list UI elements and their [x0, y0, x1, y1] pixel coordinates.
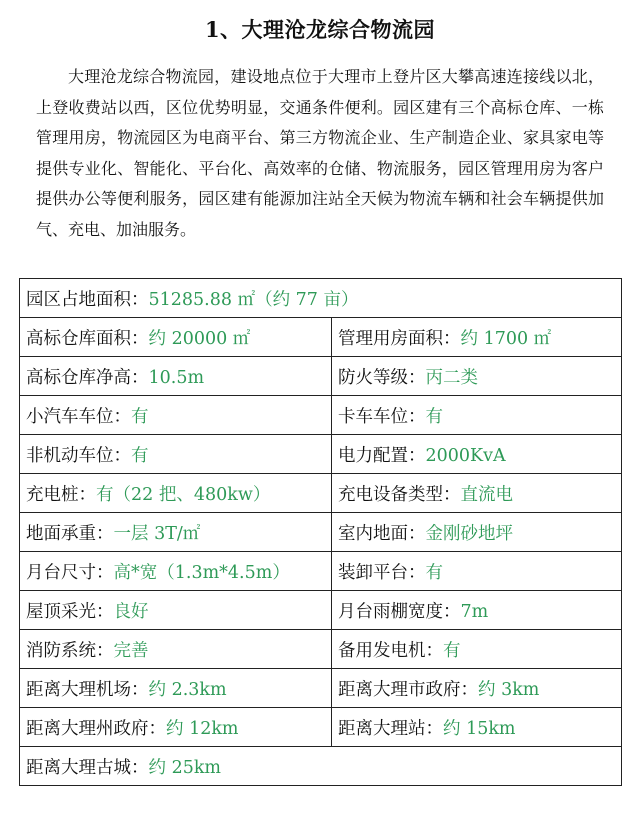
spec-cell	[332, 669, 622, 708]
spec-cell	[20, 552, 332, 591]
table-row	[20, 357, 622, 396]
spec-label: 非机动车位：	[26, 445, 131, 466]
spec-label: 高标仓库净高：	[26, 367, 149, 388]
spec-value: 一层 3T/㎡	[113, 523, 201, 544]
spec-cell	[20, 474, 332, 513]
spec-label: 地面承重：	[26, 523, 114, 544]
spec-value: 良好	[113, 601, 149, 622]
spec-cell	[332, 513, 622, 552]
spec-value: 丙二类	[425, 367, 478, 388]
spec-label: 管理用房面积：	[338, 328, 461, 349]
spec-value: 有	[131, 445, 149, 466]
table-row	[20, 513, 622, 552]
spec-value: 约 12km	[166, 718, 239, 739]
spec-label: 距离大理机场：	[26, 679, 149, 700]
spec-cell	[20, 708, 332, 747]
spec-cell	[20, 318, 332, 357]
spec-value: 有	[425, 562, 443, 583]
spec-label: 距离大理站：	[338, 718, 443, 739]
spec-cell	[20, 747, 622, 786]
spec-value: 2000KvA	[425, 445, 506, 466]
spec-label: 距离大理州政府：	[26, 718, 166, 739]
table-row	[20, 669, 622, 708]
spec-label: 备用发电机：	[338, 640, 443, 661]
spec-label: 屋顶采光：	[26, 601, 114, 622]
spec-label: 园区占地面积：	[26, 289, 149, 310]
spec-label: 卡车车位：	[338, 406, 426, 427]
spec-label: 消防系统：	[26, 640, 114, 661]
table-row	[20, 318, 622, 357]
table-row	[20, 552, 622, 591]
spec-value: 10.5m	[148, 367, 205, 388]
table-row	[20, 747, 622, 786]
spec-label: 电力配置：	[338, 445, 426, 466]
spec-cell	[332, 435, 622, 474]
spec-label: 月台雨棚宽度：	[338, 601, 461, 622]
table-row	[20, 435, 622, 474]
spec-value: 有	[425, 406, 443, 427]
table-row	[20, 279, 622, 318]
table-row	[20, 396, 622, 435]
spec-cell	[332, 474, 622, 513]
spec-cell	[332, 318, 622, 357]
spec-label: 月台尺寸：	[26, 562, 114, 583]
spec-cell	[332, 630, 622, 669]
spec-cell	[20, 357, 332, 396]
table-row	[20, 708, 622, 747]
spec-cell	[20, 435, 332, 474]
spec-label: 充电设备类型：	[338, 484, 461, 505]
spec-cell	[332, 357, 622, 396]
document-title: 1、大理沧龙综合物流园	[204, 17, 436, 42]
spec-value: 约 2.3km	[148, 679, 227, 700]
spec-cell	[332, 708, 622, 747]
spec-value: 7m	[460, 601, 489, 622]
spec-value: 51285.88 ㎡（约 77 亩）	[148, 289, 359, 310]
spec-cell	[20, 396, 332, 435]
spec-value: 金刚砂地坪	[425, 523, 513, 544]
spec-value: 直流电	[460, 484, 513, 505]
spec-cell	[332, 552, 622, 591]
spec-value: 有（22 把、480kw）	[96, 484, 271, 505]
spec-value: 高*宽（1.3m*4.5m）	[113, 562, 290, 583]
spec-label: 防火等级：	[338, 367, 426, 388]
spec-label: 距离大理市政府：	[338, 679, 478, 700]
table-row	[20, 591, 622, 630]
spec-value: 有	[443, 640, 461, 661]
intro-paragraph: 大理沧龙综合物流园，建设地点位于大理市上登片区大攀高速连接线以北，上登收费站以西，区位优势明显，交通条件便利。园区建有三个高标仓库、一栋管理用房，物流园区为电商平台、第三方物流企业、生产制造企业、家具家电等提供专业化、智能化、平台化、高效率的仓储、物流服务，园区管理用房为客户提供办公等便利服务，园区建有能源加注站全天候为物流车辆和社会车辆提供加气、充电、加油服务。	[36, 67, 604, 239]
spec-label: 距离大理古城：	[26, 757, 149, 778]
spec-label: 装卸平台：	[338, 562, 426, 583]
spec-value: 完善	[113, 640, 149, 661]
spec-cell	[20, 669, 332, 708]
spec-cell	[20, 591, 332, 630]
spec-cell	[20, 513, 332, 552]
spec-value: 有	[131, 406, 149, 427]
spec-cell	[20, 630, 332, 669]
spec-value: 约 15km	[443, 718, 516, 739]
spec-table	[19, 278, 622, 786]
spec-value: 约 25km	[148, 757, 222, 778]
spec-cell	[332, 396, 622, 435]
spec-label: 高标仓库面积：	[26, 328, 149, 349]
spec-value: 约 3km	[478, 679, 540, 700]
spec-value: 约 20000 ㎡	[148, 328, 251, 349]
table-row	[20, 474, 622, 513]
spec-label: 充电桩：	[26, 484, 96, 505]
spec-value: 约 1700 ㎡	[460, 328, 552, 349]
spec-cell	[332, 591, 622, 630]
table-row	[20, 630, 622, 669]
spec-cell	[20, 279, 622, 318]
spec-label: 小汽车车位：	[26, 406, 131, 427]
spec-label: 室内地面：	[338, 523, 426, 544]
